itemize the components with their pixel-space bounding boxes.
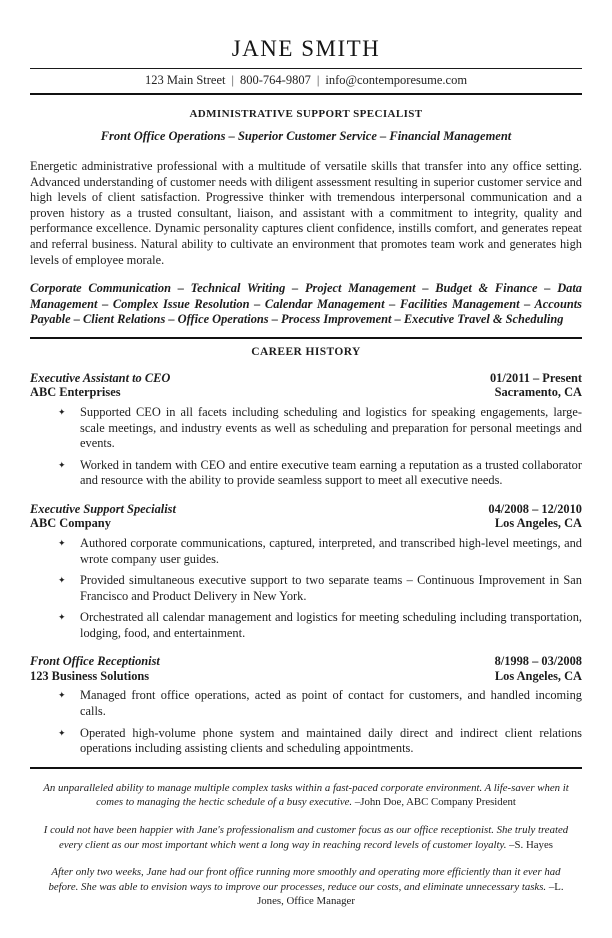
- job-entry: [30, 371, 582, 489]
- job-bullet-text: Authored corporate communications, captured, interpreted, and transcribed high-level meetings, and wrote company user guides.: [80, 535, 582, 566]
- testimonial-quote: I could not have been happier with Jane's professionalism and customer focus as our office receptionist. She truly treated every client as our most important which went a long way in reaching record levels of customer loyalty.: [43, 824, 569, 851]
- job-bullet-item: [30, 405, 582, 452]
- job-bullet-list: [30, 688, 582, 756]
- career-section-rule: [30, 337, 582, 339]
- job-bullet-item: [30, 726, 582, 757]
- job-bullet-text: Operated high-volume phone system and maintained daily direct and indirect client relations operations including assisting clients and scheduling appointments.: [80, 725, 582, 756]
- role-title: ADMINISTRATIVE SUPPORT SPECIALIST: [189, 108, 423, 120]
- contact-line: [30, 69, 582, 93]
- job-bullet-text: Orchestrated all calendar management and logistics for meeting scheduling including transportation, lodging, food, and entertainment.: [80, 610, 582, 640]
- job-location: Los Angeles, CA: [494, 668, 582, 683]
- job-header-row: [30, 502, 582, 517]
- job-bullet-text: Supported CEO in all facets including scheduling and logistics for speaking engagements, large-scale meetings, and industry events as well as scheduling and preparation for personal meetings and events.: [80, 404, 582, 451]
- job-bullet-item: [30, 573, 582, 604]
- career-history-heading: CAREER HISTORY: [251, 345, 361, 358]
- job-location: Sacramento, CA: [494, 385, 582, 400]
- job-header-row: [30, 654, 582, 669]
- contact-separator: |: [316, 73, 320, 87]
- header-rule-bottom: [30, 93, 582, 95]
- job-company: ABC Enterprises: [30, 385, 121, 400]
- job-bullet-list: [30, 536, 582, 642]
- diamond-bullet-icon: ✦: [58, 537, 66, 548]
- role-tagline: Front Office Operations – Superior Customer Service – Financial Management: [100, 129, 512, 143]
- job-bullet-text: Provided simultaneous executive support to two separate teams – Continuous Improvement in San Francisco and Product Delivery in New York.: [80, 573, 582, 603]
- job-bullet-item: [30, 458, 582, 489]
- career-history-list: [30, 371, 582, 757]
- job-subheader-row: [30, 385, 582, 400]
- job-title: Front Office Receptionist: [30, 654, 160, 669]
- diamond-bullet-icon: ✦: [58, 406, 66, 417]
- job-subheader-row: [30, 669, 582, 684]
- testimonial-attribution: –L. Jones, Office Manager: [257, 880, 564, 908]
- diamond-bullet-icon: ✦: [58, 727, 66, 738]
- job-bullet-item: [30, 610, 582, 641]
- job-title: Executive Assistant to CEO: [30, 370, 171, 385]
- job-company: 123 Business Solutions: [30, 668, 150, 683]
- testimonial-quote: After only two weeks, Jane had our front office running more smoothly and operating more efficiently than it ever had before. She was able to envision ways to improve our processes, reduce our costs, and eliminate unnecessary tasks.: [48, 866, 561, 893]
- job-company: ABC Company: [30, 516, 111, 531]
- diamond-bullet-icon: ✦: [58, 459, 66, 470]
- job-dates: 01/2011 – Present: [489, 370, 582, 385]
- testimonial: [36, 823, 576, 852]
- job-header-row: [30, 371, 582, 386]
- testimonials-section: [30, 781, 582, 909]
- testimonial: [36, 865, 576, 909]
- contact-phone: 800-764-9807: [240, 73, 311, 87]
- contact-email: info@contemporesume.com: [325, 73, 468, 87]
- job-bullet-list: [30, 405, 582, 489]
- testimonial-attribution: –S. Hayes: [509, 838, 553, 851]
- job-bullet-text: Worked in tandem with CEO and entire executive team earning a reputation as a trusted collaborator and resource with the ability to provide seamless support to meet all executive needs.: [80, 457, 582, 488]
- testimonial-quote: An unparalleled ability to manage multiple complex tasks within a fast-paced corporate environment. A life-saver when it comes to managing the hectic schedule of a busy executive.: [43, 781, 569, 809]
- job-entry: [30, 502, 582, 642]
- job-dates: 8/1998 – 03/2008: [494, 654, 582, 669]
- job-bullet-item: [30, 688, 582, 719]
- contact-address: 123 Main Street: [144, 73, 226, 87]
- job-entry: [30, 654, 582, 756]
- person-name: JANE SMITH: [231, 36, 381, 61]
- job-subheader-row: [30, 516, 582, 531]
- testimonials-rule: [30, 767, 582, 769]
- diamond-bullet-icon: ✦: [58, 575, 66, 586]
- job-title: Executive Support Specialist: [30, 501, 176, 516]
- skills-keywords: Corporate Communication – Technical Writing – Project Management – Budget & Finance – Data Management – Complex Issue Resolution – Calendar Management – Facilities Management – Accounts Payable – Client Relations – Office Operations – Process Improvement – Executive Travel & Scheduling: [30, 281, 582, 327]
- contact-separator: |: [231, 73, 235, 87]
- diamond-bullet-icon: ✦: [58, 612, 66, 623]
- job-bullet-text: Managed front office operations, acted as point of contact for customers, and handled incoming calls.: [80, 688, 582, 719]
- job-dates: 04/2008 – 12/2010: [488, 501, 582, 516]
- diamond-bullet-icon: ✦: [58, 690, 66, 701]
- job-location: Los Angeles, CA: [494, 516, 582, 531]
- testimonial-attribution: –John Doe, ABC Company President: [354, 796, 516, 809]
- professional-summary: Energetic administrative professional with a multitude of versatile skills that transfer into any office setting. Advanced understanding of customer needs with diligent assessment resulting in superior customer service and high levels of client satisfaction. Progressive thinker with tremendous interpersonal communication and a proven history as a trusted consultant, liaison, and assistant with a commitment to integrity, quality and performance excellence. Dynamic personality captures client confidence, instills comfort, and generates repeat and referral business. Natural ability to cultivate an environment that promotes team work and generates high levels of employee morale.: [30, 159, 582, 267]
- job-bullet-item: [30, 536, 582, 567]
- testimonial: [36, 781, 576, 810]
